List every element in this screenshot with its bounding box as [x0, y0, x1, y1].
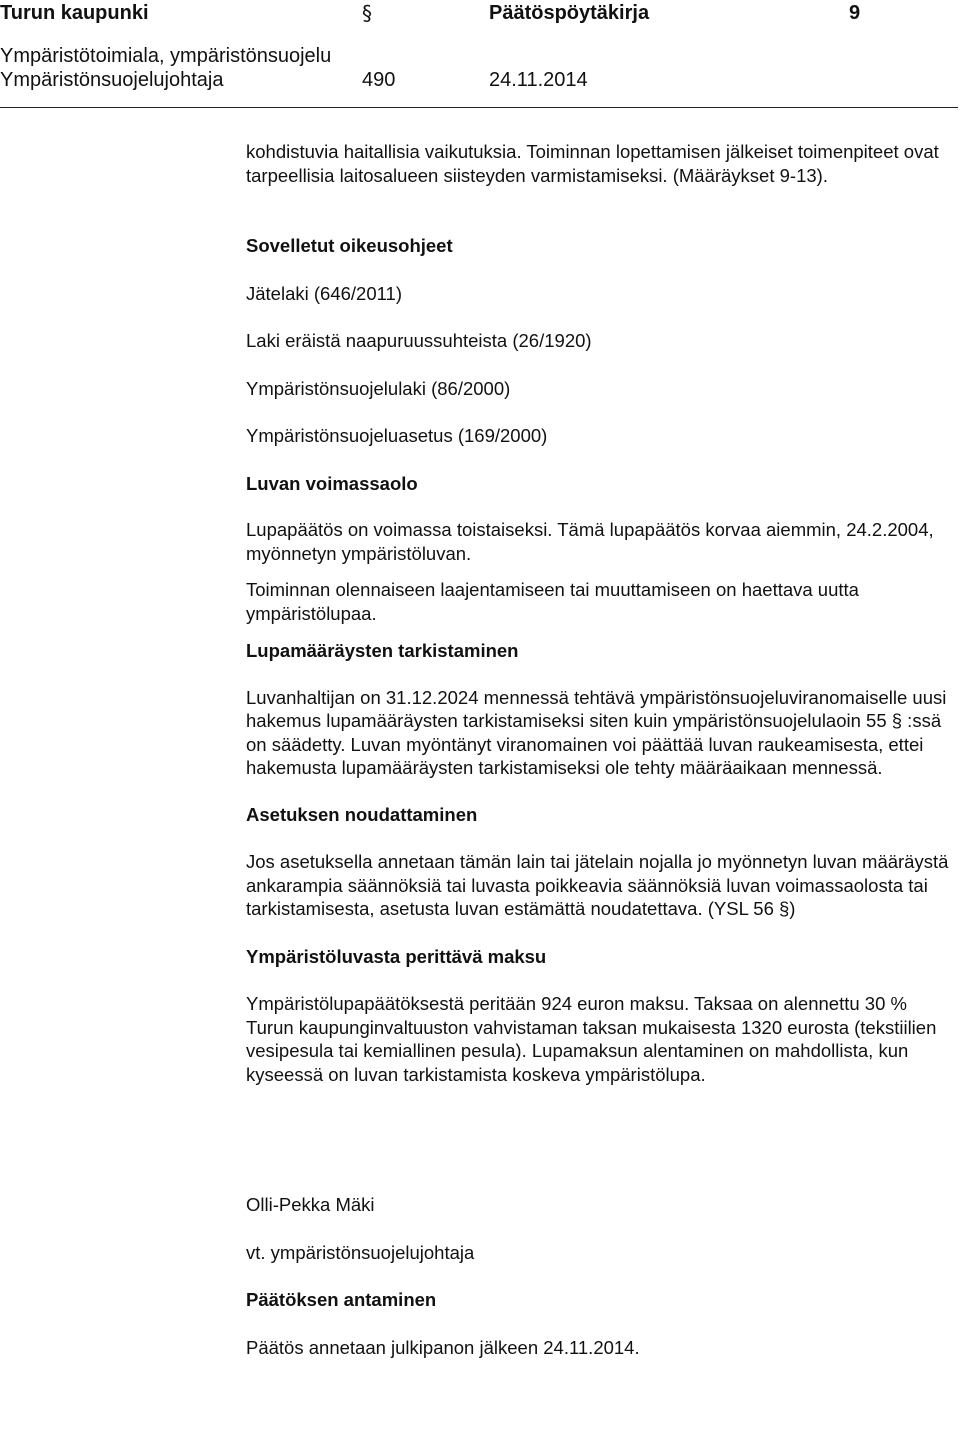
fee-paragraph: Ympäristölupapäätöksestä peritään 924 euron maksu. Taksaa on alennettu 30 % Turun kaupunginvaltuuston vahvistaman taksan mukaisesta 1320 eurosta (tekstiilien vesipesula tai kemiallinen pesula). Lupamaksun alentaminen on mahdollista, kun kyseessä on luvan tarkistamista koskeva ympäristölupa. — [246, 993, 937, 1085]
department: Ympäristötoimiala, ympäristönsuojelu — [0, 45, 332, 67]
validity-paragraph-2: Toiminnan olennaiseen laajentamiseen tai muuttamiseen on haettava uutta ympäristölupaa. — [246, 579, 859, 624]
organization-name: Turun kaupunki — [0, 2, 149, 24]
law-item: Ympäristönsuojeluasetus (169/2000) — [246, 425, 548, 446]
signer-name: Olli-Pekka Mäki — [246, 1194, 375, 1215]
validity-paragraph: Lupapäätös on voimassa toistaiseksi. Tämä lupapäätös korvaa aiemmin, 24.2.2004, myönnetyn ympäristöluvan. — [246, 519, 934, 564]
issue-paragraph: Päätös annetaan julkipanon jälkeen 24.11.2014. — [246, 1336, 640, 1358]
intro-paragraph: kohdistuvia haitallisia vaikutuksia. Toiminnan lopettamisen jälkeiset toimenpiteet ovat tarpeellisia laitosalueen siisteyden varmistamiseksi. (Määräykset 9-13). — [246, 141, 939, 186]
section-number: 490 — [362, 69, 396, 91]
official-title: Ympäristönsuojelujohtaja — [0, 69, 224, 91]
law-item: Jätelaki (646/2011) — [246, 282, 402, 304]
law-item: Ympäristönsuojelulaki (86/2000) — [246, 377, 511, 399]
document-type: Päätöspöytäkirja — [489, 2, 650, 24]
validity-heading: Luvan voimassaolo — [246, 472, 418, 494]
section-symbol: § — [362, 1, 372, 25]
decree-paragraph: Jos asetuksella annetaan tämän lain tai jätelain nojalla jo myönnetyn luvan määräystä ankarampia säännöksiä tai luvasta poikkeavia säännöksiä luvan voimassaolosta tai tarkistamisesta, asetusta luvan estämättä noudatettava. (YSL 56 §) — [246, 851, 949, 919]
header-meta-row — [0, 68, 960, 92]
decree-heading: Asetuksen noudattaminen — [246, 803, 478, 825]
laws-heading: Sovelletut oikeusohjeet — [246, 235, 453, 256]
review-heading: Lupamääräysten tarkistaminen — [246, 640, 519, 661]
signer-title: vt. ympäristönsuojelujohtaja — [246, 1241, 475, 1263]
law-item: Laki eräistä naapuruussuhteista (26/1920) — [246, 330, 592, 351]
header-divider — [0, 107, 958, 108]
issue-heading: Päätöksen antaminen — [246, 1289, 437, 1310]
header-top-row — [0, 0, 960, 28]
document-body — [246, 140, 958, 1359]
fee-heading: Ympäristöluvasta perittävä maksu — [246, 945, 547, 967]
document-date: 24.11.2014 — [489, 69, 588, 91]
page-number: 9 — [849, 2, 861, 24]
review-paragraph: Luvanhaltijan on 31.12.2024 mennessä tehtävä ympäristönsuojeluviranomaiselle uusi hakemus lupamääräysten tarkistamiseksi siten kuin ympäristönsuojelulaoin 55 § :ssä on säädetty. Luvan myöntänyt viranomainen voi päättää luvan raukeamisesta, ettei hakemusta lupamääräysten tarkistamiseksi ole tehty määräaikaan mennessä. — [246, 686, 947, 778]
